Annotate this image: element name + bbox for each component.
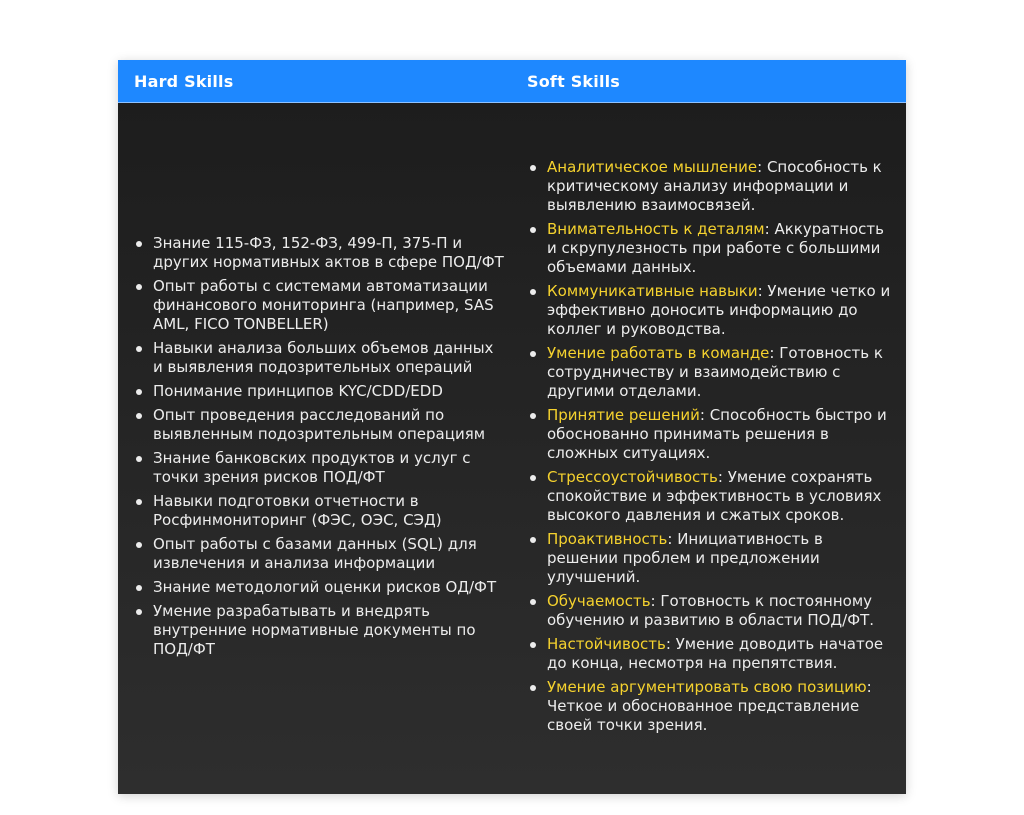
soft-skill-item [526,592,898,630]
soft-skill-description: : Четкое и обоснованное представление своей точки зрения. [547,677,872,734]
soft-skill-item [526,678,898,735]
soft-skill-description: : Умение доводить начатое до конца, несмотря на препятствия. [547,634,884,672]
soft-skill-item [526,468,898,525]
hard-skills-list [132,234,504,664]
hard-skill-item: Опыт работы с базами данных (SQL) для извлечения и анализа информации [132,535,504,573]
hard-skill-item: Понимание принципов KYC/CDD/EDD [132,382,504,401]
hard-skill-item: Умение разрабатывать и внедрять внутренние нормативные документы по ПОД/ФТ [132,602,504,659]
soft-skill-description: : Аккуратность и скрупулезность при работе с большими объемами данных. [547,219,884,276]
hard-skill-item: Знание банковских продуктов и услуг с точки зрения рисков ПОД/ФТ [132,449,504,487]
soft-skill-term: Коммуникативные навыки [547,281,758,300]
hard-skill-item: Опыт работы с системами автоматизации финансового мониторинга (например, SAS AML, FICO TONBELLER) [132,277,504,334]
soft-skill-description: : Умение сохранять спокойствие и эффективность в условиях высокого давления и сжатых сроков. [547,467,882,524]
soft-skills-column [526,103,898,794]
soft-skill-term: Стрессоустойчивость [547,467,718,486]
soft-skill-description: : Инициативность в решении проблем и предложении улучшений. [547,529,823,586]
table-header [118,60,906,103]
hard-skills-column [132,103,504,794]
soft-skill-term: Внимательность к деталям [547,219,765,238]
soft-skill-description: : Готовность к постоянному обучению и развитию в области ПОД/ФТ. [547,591,875,629]
soft-skill-term: Настойчивость [547,634,666,653]
soft-skill-item [526,220,898,277]
soft-skill-description: : Способность к критическому анализу информации и выявлению взаимосвязей. [547,157,882,214]
soft-skill-item [526,530,898,587]
hard-skill-item: Навыки подготовки отчетности в Росфинмониторинг (ФЭС, ОЭС, СЭД) [132,492,504,530]
soft-skill-term: Проактивность [547,529,668,548]
hard-skill-item: Знание методологий оценки рисков ОД/ФТ [132,578,504,597]
soft-skill-term: Умение аргументировать свою позицию [547,677,867,696]
table-body [118,103,906,794]
skills-table [118,60,906,794]
soft-skill-item [526,406,898,463]
hard-skill-item: Знание 115-ФЗ, 152-ФЗ, 499-П, 375-П и других нормативных актов в сфере ПОД/ФТ [132,234,504,272]
soft-skill-item [526,344,898,401]
soft-skill-term: Обучаемость [547,591,651,610]
soft-skill-term: Принятие решений [547,405,700,424]
soft-skill-description: : Способность быстро и обоснованно принимать решения в сложных ситуациях. [547,405,887,462]
hard-skill-item: Навыки анализа больших объемов данных и выявления подозрительных операций [132,339,504,377]
soft-skill-term: Умение работать в команде [547,343,770,362]
hard-skill-item: Опыт проведения расследований по выявленным подозрительным операциям [132,406,504,444]
soft-skill-description: : Умение четко и эффективно доносить информацию до коллег и руководства. [547,281,891,338]
soft-skill-item [526,158,898,215]
hard-skills-header: Hard Skills [134,72,234,91]
soft-skills-header: Soft Skills [527,72,621,91]
soft-skill-term: Аналитическое мышление [547,157,758,176]
soft-skill-item [526,282,898,339]
soft-skills-list [526,158,898,740]
soft-skill-description: : Готовность к сотрудничеству и взаимодействию с другими отделами. [547,343,883,400]
soft-skill-item [526,635,898,673]
